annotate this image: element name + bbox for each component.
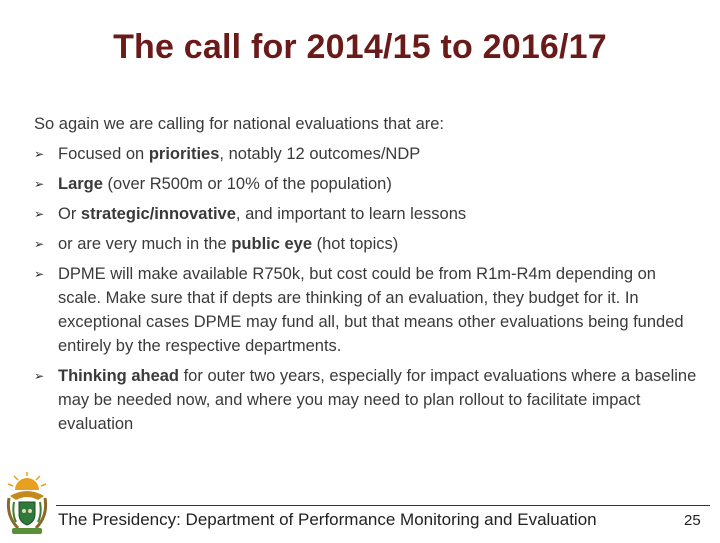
coat-of-arms-icon <box>2 472 52 538</box>
list-item <box>34 202 702 226</box>
bullet-text: (hot topics) <box>312 235 399 253</box>
arrow-bullet-icon: ➢ <box>34 267 45 281</box>
bullet-bold-text: Thinking ahead <box>58 367 180 385</box>
bullet-text: Or <box>58 205 81 223</box>
bullet-text: , notably 12 outcomes/NDP <box>219 145 421 163</box>
arrow-bullet-icon: ➢ <box>34 369 45 383</box>
bullet-text: Focused on <box>58 145 149 163</box>
bullet-text: DPME will make available R750k, but cost could be from R1m-R4m depending on scale. Make sure that if depts are thinking of an evaluation, they budget for it. In exceptional cases DPME may fund all, but that means other evaluations being funded entirely by the respective departments. <box>58 265 684 355</box>
list-item <box>34 262 702 358</box>
bullet-text: (over R500m or 10% of the population) <box>102 175 392 193</box>
footer-organization: The Presidency: Department of Performance Monitoring and Evaluation <box>58 510 597 529</box>
footer-divider <box>56 505 710 506</box>
list-item <box>34 232 702 256</box>
bullet-bold-text: strategic/innovative <box>80 205 236 223</box>
page-number: 25 <box>684 512 701 529</box>
slide-body <box>34 112 702 442</box>
list-item <box>34 364 702 436</box>
arrow-bullet-icon: ➢ <box>34 237 45 251</box>
bullet-text: , and important to learn lessons <box>235 205 467 223</box>
bullet-bold-text: priorities <box>148 145 220 163</box>
arrow-bullet-icon: ➢ <box>34 177 45 191</box>
bullet-text: for outer two years, especially for impact evaluations where a baseline may be needed now, and where you may need to plan rollout to facilitate impact evaluation <box>58 367 697 433</box>
list-item <box>34 142 702 166</box>
slide-title: The call for 2014/15 to 2016/17 <box>113 28 607 66</box>
bullet-bold-text: public eye <box>231 235 313 253</box>
intro-text: So again we are calling for national evaluations that are: <box>34 115 445 133</box>
list-item <box>34 172 702 196</box>
bullet-list <box>34 142 702 436</box>
arrow-bullet-icon: ➢ <box>34 147 45 161</box>
bullet-text: or are very much in the <box>58 235 232 253</box>
bullet-bold-text: Large <box>58 175 103 193</box>
arrow-bullet-icon: ➢ <box>34 207 45 221</box>
